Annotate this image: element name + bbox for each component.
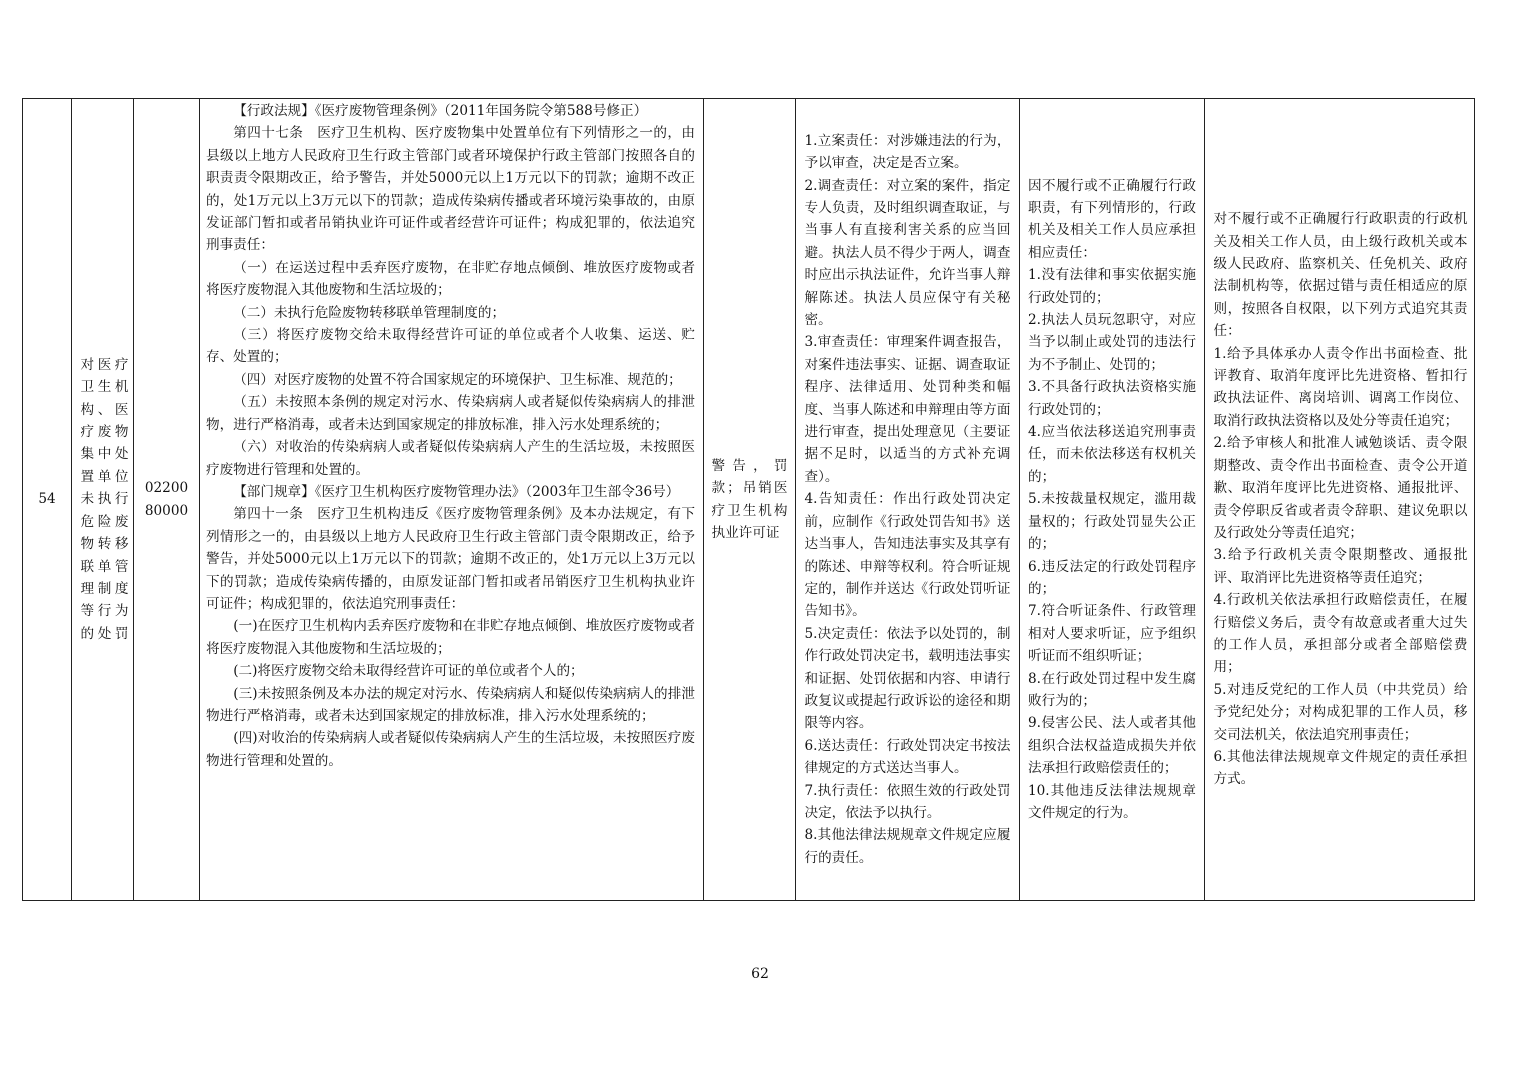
basis-paragraph: (一)在医疗卫生机构内丢弃医疗废物和在非贮存地点倾倒、堆放医疗废物或者将医疗废物混入其他废物和生活垃圾的；: [206, 618, 695, 657]
row-number: 54: [38, 491, 56, 508]
enforcement-table: [22, 98, 1475, 901]
responsibility-item: 4.告知责任：作出行政处罚决定前，应制作《行政处罚告知书》送达当事人，告知违法事实及其享有的陈述、申辩等权利。符合听证规定的，制作并送达《行政处罚听证告知书》。: [804, 491, 1011, 620]
basis-paragraph: （三）将医疗废物交给未取得经营许可证的单位或者个人收集、运送、贮存、处置的；: [206, 327, 695, 366]
duty-item: 4.应当依法移送追究刑事责任，而未依法移送有权机关的；: [1028, 424, 1196, 485]
duty-item: 8.在行政处罚过程中发生腐败行为的；: [1028, 670, 1196, 709]
responsibility-item: 7.执行责任：依照生效的行政处罚决定，依法予以执行。: [804, 782, 1011, 821]
accountability-item: 1.给予具体承办人责令作出书面检查、批评教育、取消年度评比先进资格、暂扣行政执法证件、离岗培训、调离工作岗位、取消行政执法资格以及处分等责任追究；: [1213, 345, 1468, 429]
duty-list: [1028, 175, 1196, 825]
responsibility-cell: [795, 99, 1019, 900]
responsibility-item: 8.其他法律法规规章文件规定应履行的责任。: [804, 827, 1011, 866]
duty-item: 6.违反法定的行政处罚程序的；: [1028, 558, 1196, 597]
basis-paragraph: （六）对收治的传染病病人或者疑似传染病病人产生的生活垃圾，未按照医疗废物进行管理和处置的。: [206, 439, 695, 478]
duty-item: 5.未按裁量权规定，滥用裁量权的；行政处罚显失公正的；: [1028, 491, 1196, 553]
row-number-cell: [23, 99, 71, 900]
responsibility-item: 5.决定责任：依法予以处罚的，制作行政处罚决定书，载明违法事实和证据、处罚依据和内容、申请行政复议或提起行政诉讼的途径和期限等内容。: [804, 625, 1011, 732]
accountability-item: 6.其他法律法规规章文件规定的责任承担方式。: [1213, 748, 1468, 788]
item-name: 对医疗卫生机构、医疗废物集中处置单位未执行危险废物转移联单管理制度等行为的处罚: [80, 356, 129, 642]
basis-paragraph: (二)将医疗废物交给未取得经营许可证的单位或者个人的；: [233, 663, 584, 680]
accountability-list: [1214, 208, 1468, 791]
basis-paragraph: (四)对收治的传染病病人或者疑似传染病病人产生的生活垃圾，未按照医疗废物进行管理和处置的。: [206, 730, 695, 769]
accountability-item: 2.给予审核人和批准人诫勉谈话、责令限期整改、责令作出书面检查、责令公开道歉、取消年度评比先进资格、通报批评、责令停职反省或者责令辞职、建议免职以及行政处分等责任追究；: [1213, 435, 1468, 541]
duty-item: 2.执法人员玩忽职守，对应当予以制止或处罚的违法行为不予制止、处罚的；: [1028, 312, 1196, 373]
accountability-item: 5.对违反党纪的工作人员（中共党员）给予党纪处分；对构成犯罪的工作人员，移交司法机关，依法追究刑事责任；: [1213, 681, 1468, 743]
duty-cell: [1019, 99, 1204, 900]
basis-paragraph: （二）未执行危险废物转移联单管理制度的；: [233, 304, 506, 321]
legal-basis-cell: [199, 99, 703, 900]
accountability-cell: [1204, 99, 1476, 900]
page-number: 62: [751, 966, 769, 982]
duty-item: 3.不具备行政执法资格实施行政处罚的；: [1028, 379, 1196, 418]
legal-basis-text: [206, 100, 695, 772]
responsibility-item: 3.审查责任：审理案件调查报告，对案件违法事实、证据、调查取证程序、法律适用、处罚种类和幅度、当事人陈述和申辩理由等方面进行审查，提出处理意见（主要证据不足时，以适当的方式补充调查）。: [804, 334, 1011, 485]
basis-paragraph: (三)未按照条例及本办法的规定对污水、传染病病人和疑似传染病病人的排泄物进行严格消毒，或者未达到国家规定的排放标准，排入污水处理系统的；: [206, 685, 695, 724]
basis-paragraph: （四）对医疗废物的处置不符合国家规定的环境保护、卫生标准、规范的；: [233, 371, 682, 388]
item-code-cell: [133, 99, 199, 900]
accountability-item: 4.行政机关依法承担行政赔偿责任，在履行赔偿义务后，责令有故意或者重大过失的工作人员，承担部分或者全部赔偿费用；: [1213, 592, 1468, 676]
basis-paragraph: 【行政法规】《医疗废物管理条例》（2011年国务院令第588号修正）: [233, 103, 648, 119]
item-code-line-2: 80000: [144, 502, 189, 519]
duty-item: 因不履行或不正确履行行政职责，有下列情形的，行政机关及相关工作人员应承担相应责任：: [1028, 177, 1196, 261]
penalty-type: 警告，罚款；吊销医疗卫生机构执业许可证: [711, 457, 788, 541]
basis-paragraph: 第四十七条 医疗卫生机构、医疗废物集中处置单位有下列情形之一的，由县级以上地方人民政府卫生行政主管部门或者环境保护行政主管部门按照各自的职责责令限期改正，给予警告，并处5000元以上1万元以下的罚款；逾期不改正的，处1万元以上3万元以下的罚款；造成传染病传播或者环境污染事故的，由原发证部门暂扣或者吊销执业许可证件或者经营许可证件；构成犯罪的，依法追究刑事责任：: [206, 125, 695, 254]
basis-paragraph: 第四十一条 医疗卫生机构违反《医疗废物管理条例》及本办法规定，有下列情形之一的，由县级以上地方人民政府卫生行政主管部门责令限期改正，给予警告，并处5000元以上1万元以下的罚款；逾期不改正的，处1万元以上3万元以下的罚款；造成传染病传播的，由原发证部门暂扣或者吊销医疗卫生机构执业许可证件；构成犯罪的，依法追究刑事责任：: [206, 506, 695, 612]
basis-paragraph: 【部门规章】《医疗卫生机构医疗废物管理办法》（2003年卫生部令36号）: [233, 483, 680, 500]
responsibility-list: [805, 130, 1011, 869]
item-code-line-1: 02200: [144, 480, 189, 497]
duty-item: 1.没有法律和事实依据实施行政处罚的；: [1028, 267, 1196, 306]
item-code: [145, 477, 188, 522]
duty-item: 9.侵害公民、法人或者其他组织合法权益造成损失并依法承担行政赔偿责任的；: [1028, 715, 1196, 777]
basis-paragraph: （五）未按照本条例的规定对污水、传染病病人或者疑似传染病病人的排泄物，进行严格消毒，或者未达到国家规定的排放标准，排入污水处理系统的；: [206, 394, 695, 433]
responsibility-item: 2.调查责任：对立案的案件，指定专人负责，及时组织调查取证，与当事人有直接利害关系的应当回避。执法人员不得少于两人，调查时应出示执法证件，允许当事人辩解陈述。执法人员应保守有关秘密。: [804, 177, 1011, 329]
item-name-cell: [71, 99, 133, 900]
responsibility-item: 6.送达责任：行政处罚决定书按法律规定的方式送达当事人。: [804, 737, 1011, 777]
accountability-item: 对不履行或不正确履行行政职责的行政机关及相关工作人员，由上级行政机关或本级人民政府、监察机关、任免机关、政府法制机构等，依据过错与责任相适应的原则，按照各自权限，以下列方式追究其责任：: [1213, 211, 1468, 340]
accountability-item: 3.给予行政机关责令限期整改、通报批评、取消评比先进资格等责任追究；: [1213, 547, 1468, 586]
basis-paragraph: （一）在运送过程中丢弃医疗废物，在非贮存地点倾倒、堆放医疗废物或者将医疗废物混入其他废物和生活垃圾的；: [206, 259, 695, 299]
responsibility-item: 1.立案责任：对涉嫌违法的行为，予以审查，决定是否立案。: [804, 132, 1011, 172]
penalty-type-cell: [703, 99, 795, 900]
duty-item: 7.符合听证条件、行政管理相对人要求听证，应予组织听证而不组织听证；: [1028, 603, 1196, 665]
duty-item: 10.其他违反法律法规规章文件规定的行为。: [1028, 782, 1196, 821]
